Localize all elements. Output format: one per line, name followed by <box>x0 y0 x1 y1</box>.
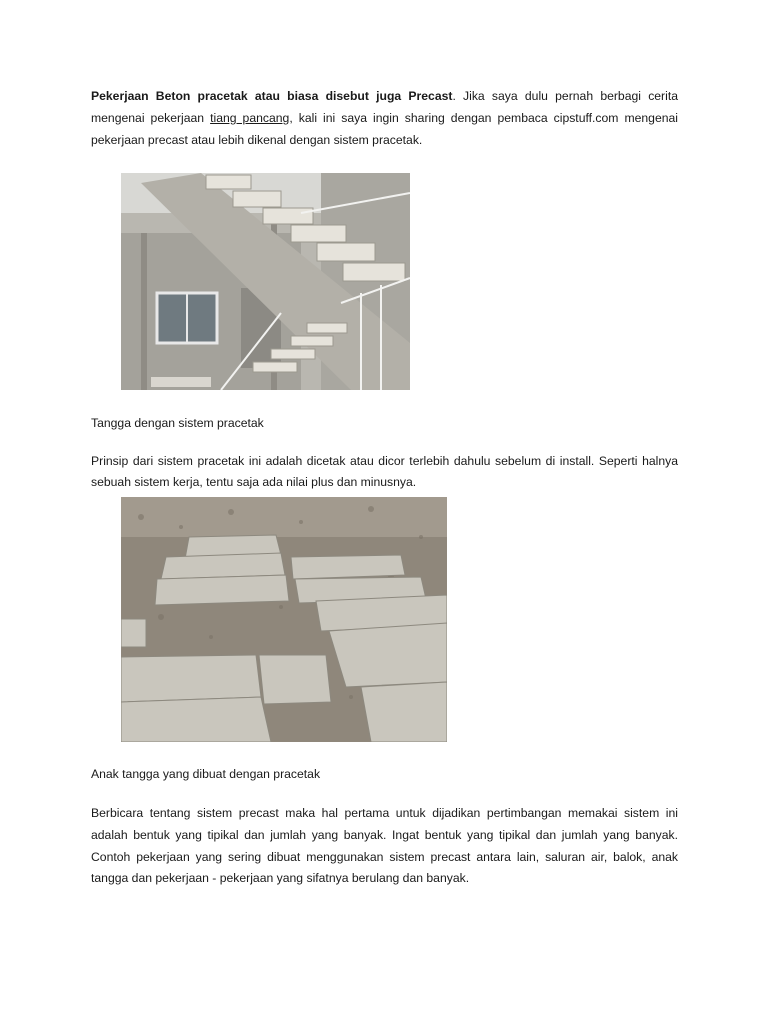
paragraph-3-line-4: tangga dan pekerjaan - pekerjaan yang sifatnya berulang dan banyak. <box>91 871 470 885</box>
caption-stair-treads: Anak tangga yang dibuat dengan pracetak <box>91 767 321 781</box>
paragraph-1-line-1: Pekerjaan Beton pracetak atau biasa disebut juga Precast. Jika saya dulu pernah berbagi cerita <box>91 89 678 103</box>
paragraph-3-line-1: Berbicara tentang sistem precast maka hal pertama untuk dijadikan pertimbangan memakai sistem ini <box>91 806 678 820</box>
stair-treads-photo <box>121 497 447 742</box>
tiang-pancang-link[interactable]: tiang pancang <box>210 111 290 125</box>
caption-staircase: Tangga dengan sistem pracetak <box>91 416 264 430</box>
paragraph-3-line-2: adalah bentuk yang tipikal dan jumlah yang banyak. Ingat bentuk yang tipikal dan jumlah yang banyak. <box>91 828 678 842</box>
paragraph-1-line-2: mengenai pekerjaan tiang pancang, kali ini saya ingin sharing dengan pembaca cipstuff.com mengenai <box>91 111 678 125</box>
heading-bold-text: Pekerjaan Beton pracetak atau biasa disebut juga Precast <box>91 89 453 103</box>
paragraph-1-line-3: pekerjaan precast atau lebih dikenal dengan sistem pracetak. <box>91 133 423 147</box>
paragraph-3-line-3: Contoh pekerjaan yang sering dibuat menggunakan sistem precast antara lain, saluran air, balok, anak <box>91 850 678 864</box>
staircase-photo <box>121 173 410 390</box>
paragraph-2-line-2: sebuah sistem kerja, tentu saja ada nilai plus dan minusnya. <box>91 475 417 489</box>
paragraph-2-line-1: Prinsip dari sistem pracetak ini adalah dicetak atau dicor terlebih dahulu sebelum di install. Seperti halnya <box>91 454 678 468</box>
